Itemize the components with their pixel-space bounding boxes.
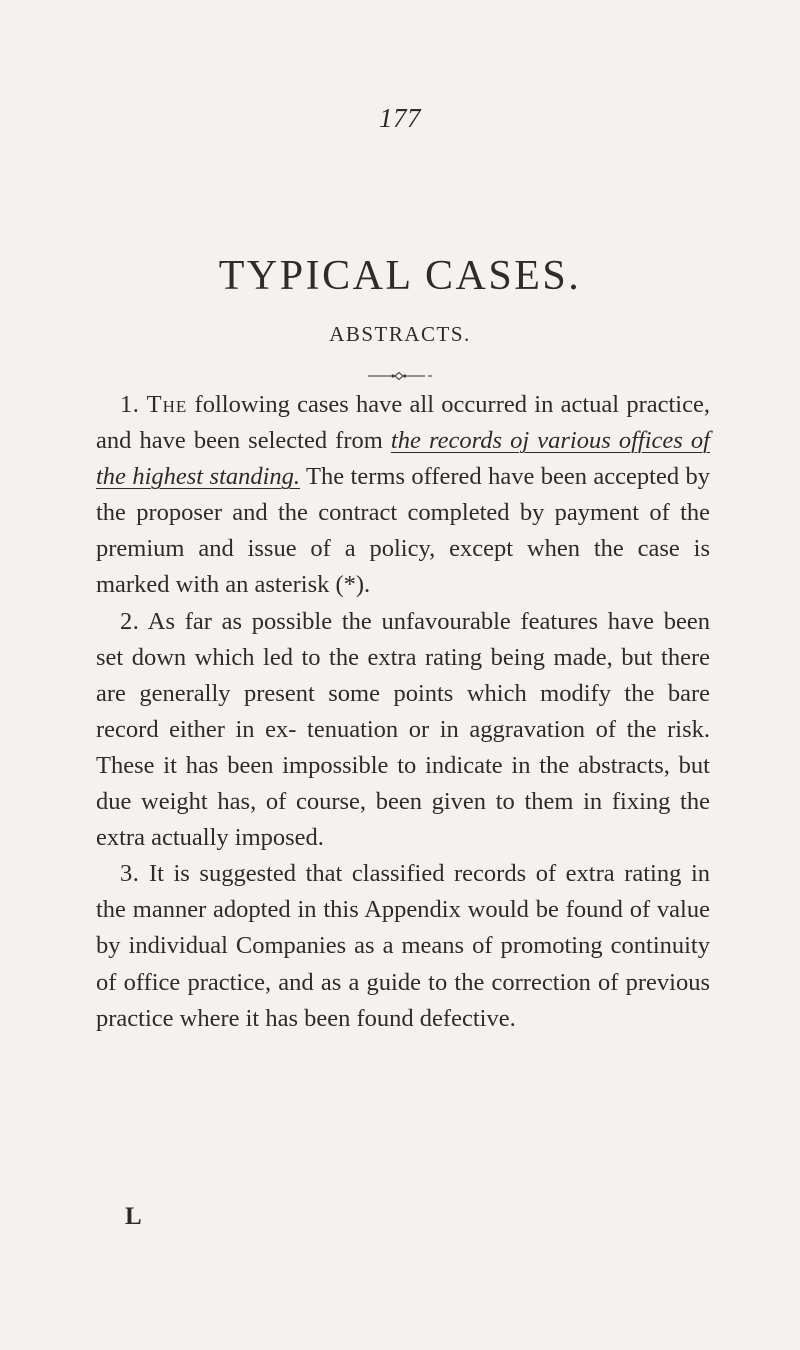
signature-mark: L [125,1203,142,1230]
paragraph-number: 1. [120,391,140,418]
paragraph-text: It is suggested that classified records of extra rating in the manner adopted in this Appendix would be found of value by individual Companies as a means of promoting continuity of office practice, and as a guide to the correction of previous practice where it has been found defective. [96,860,710,1032]
page-number: 177 [379,103,421,133]
section-subtitle: ABSTRACTS. [329,322,471,346]
paragraph-text: The terms offered have been accepted by the proposer and the contract completed by payment of the premium and issue of a policy, except when the case is marked with an asterisk (*). [96,463,711,599]
paragraph-text: As far as possible the unfavourable features have been set down which led to the extra rating being made, but there are generally present some points which modify the bare record either in ex- tenuation or in aggravation of the risk. These it has been impossible to indicate in the abstracts, but due weight has, of course, been given to them in fixing the extra actually imposed. [96,607,710,852]
paragraph-1 [96,387,710,604]
page-title: TYPICAL CASES. [218,253,582,299]
ornament-divider-icon [368,370,432,382]
paragraph-number: 2. [120,607,140,635]
paragraph-text: following cases have all occurred in actual practice, and have been selected from [96,391,710,455]
paragraph-number: 3. [120,860,140,888]
paragraph-3 [96,856,710,1036]
emphasized-phrase: the records oj various offices of the highest standing. [96,427,710,491]
paragraph-2 [96,604,710,857]
paragraph-lead-word: The [146,391,188,418]
body-text [96,387,710,1037]
